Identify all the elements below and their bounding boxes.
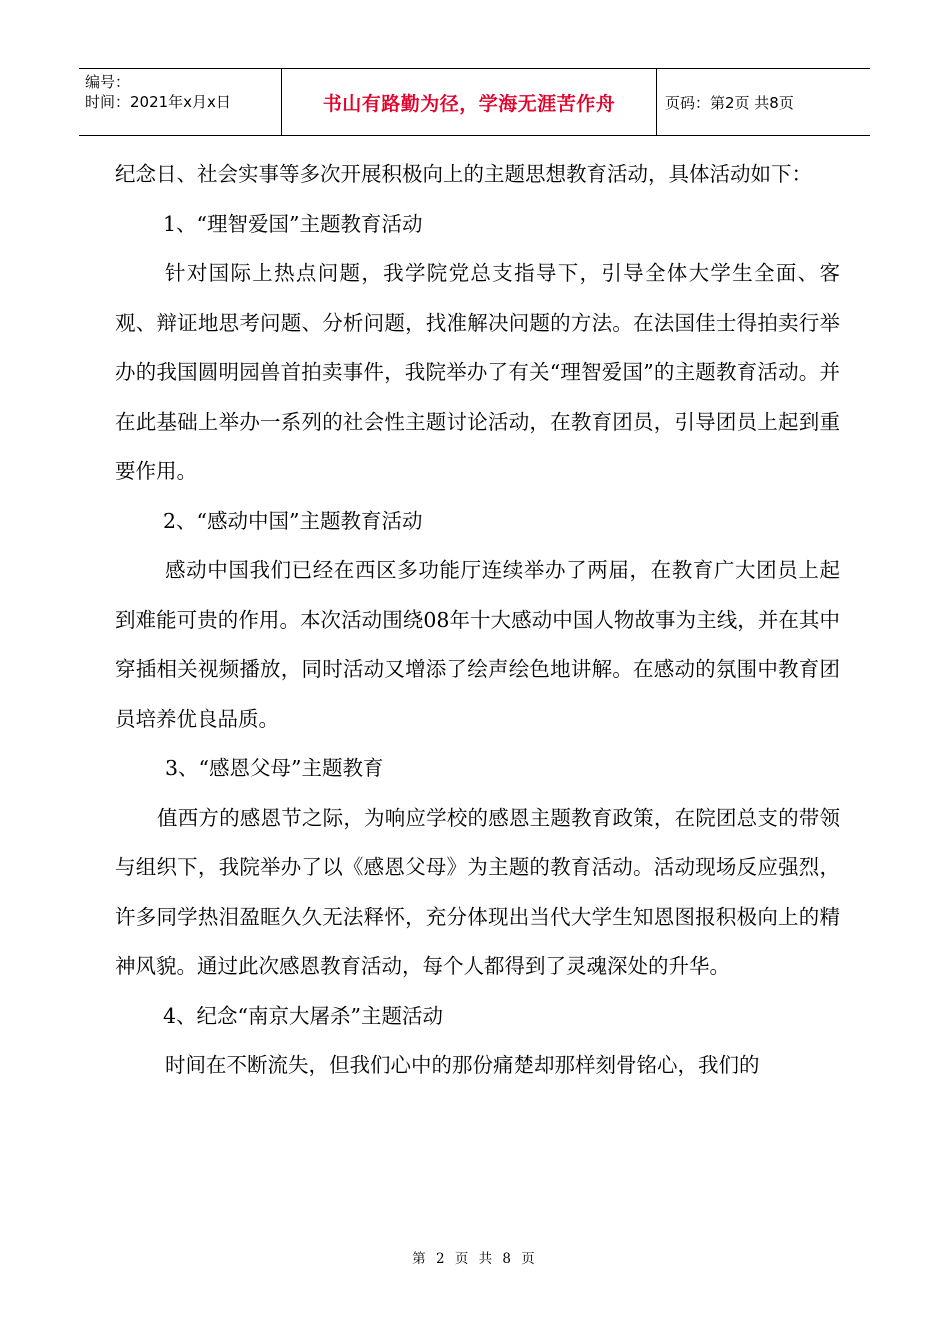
date-label: 时间：2021年x月x日 [85, 93, 231, 111]
paragraph-section-4: 时间在不断流失，但我们心中的那份痛楚却那样刻骨铭心，我们的 [165, 1053, 760, 1077]
paragraph-section-2: 感动中国我们已经在西区多功能厅连续举办了两届，在教育广大团员上起到难能可贵的作用。本次活动围绕08年十大感动中国人物故事为主线，并在其中穿插相关视频播放，同时活动又增添了绘声绘色地讲解。在感动的氛围中教育团员培养优良品质。 [115, 558, 840, 731]
section-heading-3: 3、“感恩父母”主题教育 [165, 756, 384, 780]
section-heading-2: 2、“感动中国”主题教育活动 [163, 508, 423, 533]
paragraph-section-1: 针对国际上热点问题，我学院党总支指导下，引导全体大学生全面、客观、辩证地思考问题、分析问题，找准解决问题的方法。在法国佳士得拍卖行举办的我国圆明园兽首拍卖事件，我院举办了有关“理智爱国”的主题教育活动。并在此基础上举办一系列的社会性主题讨论活动，在教育团员，引导团员上起到重要作用。 [115, 261, 840, 483]
header-page-info: 页码：第2页 共8页 [665, 93, 794, 112]
document-body [115, 150, 840, 1091]
header-motto: 书山有路勤为径，学海无涯苦作舟 [282, 69, 657, 135]
header-meta [79, 69, 282, 135]
page-header [79, 68, 870, 136]
paragraph-section-3: 值西方的感恩节之际，为响应学校的感恩主题教育政策，在院团总支的带领与组织下，我院举办了以《感恩父母》为主题的教育活动。活动现场反应强烈，许多同学热泪盈眶久久无法释怀，充分体现出当代大学生知恩图报积极向上的精神风貌。通过此次感恩教育活动，每个人都得到了灵魂深处的升华。 [115, 805, 840, 978]
paragraph-intro: 纪念日、社会实事等多次开展积极向上的主题思想教育活动，具体活动如下： [115, 162, 812, 186]
section-heading-4: 4、纪念“南京大屠杀”主题活动 [163, 1003, 444, 1028]
serial-label: 编号： [85, 73, 131, 91]
section-heading-1: 1、“理智爱国”主题教育活动 [163, 211, 423, 236]
page-footer: 第 2 页 共 8 页 [412, 1251, 538, 1267]
